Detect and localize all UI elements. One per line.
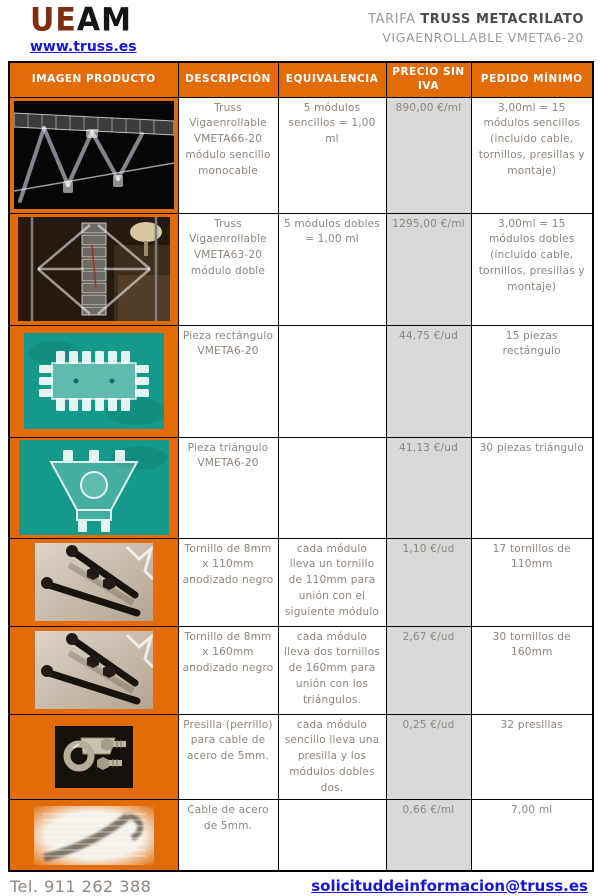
cell-equivalencia: 5 módulos dobles = 1,00 ml [278,213,386,325]
table-row [9,538,593,626]
col-header-pedido: PEDIDO MÍNIMO [471,62,593,97]
cell-descripcion: Tornillo de 8mm x 160mm anodizado negro [178,626,278,714]
triangle-piece-photo-graphic [19,440,169,535]
cell-descripcion: Presilla (perrillo) para cable de acero de 5mm. [178,714,278,800]
footer-phone: Tel. 911 262 388 [10,876,152,896]
cell-descripcion: Cable de acero de 5mm. [178,800,278,871]
cell-descripcion: Tornillo de 8mm x 110mm anodizado negro [178,538,278,626]
cell-image [9,714,178,800]
product-photo-double-module [10,217,178,321]
black-screws-photo-graphic [35,631,153,709]
brand-block [30,1,137,55]
cell-equivalencia [278,325,386,437]
table-row [9,437,593,538]
cell-precio: 44,75 €/ud [386,325,471,437]
cell-equivalencia [278,437,386,538]
document-title-block [368,6,588,45]
cell-precio: 1295,00 €/ml [386,213,471,325]
cell-pedido: 17 tornillos de 110mm [471,538,593,626]
rectangle-piece-photo-graphic [24,333,164,429]
price-table [8,61,594,872]
cell-image [9,325,178,437]
cell-precio: 890,00 €/ml [386,97,471,213]
col-header-equivalencia: EQUIVALENCIA [278,62,386,97]
black-screws-photo-graphic [35,543,153,621]
cell-precio: 0,25 €/ud [386,714,471,800]
cell-image [9,538,178,626]
table-header-row [9,62,593,97]
cell-descripcion: Truss Vigaenrollable VMETA66-20 módulo sencillo monocable [178,97,278,213]
document-subtitle: VIGAENROLLABLE VMETA6-20 [382,30,584,45]
col-header-imagen: IMAGEN PRODUCTO [9,62,178,97]
table-row [9,800,593,871]
acrylic-truss-photo-graphic [14,101,174,209]
table-row [9,714,593,800]
col-header-precio: PRECIO SIN IVA [386,62,471,97]
acrylic-diamond-photo-graphic [18,217,170,321]
cell-equivalencia: cada módulo lleva dos tornillos de 160mm para unión con los triángulos. [278,626,386,714]
cell-pedido: 3,00ml = 15 módulos sencillos (incluido cable, tornillos, presillas y montaje) [471,97,593,213]
steel-cable-photo-graphic [34,806,154,865]
cell-descripcion: Pieza rectángulo VMETA6-20 [178,325,278,437]
wire-clip-photo-graphic [55,726,133,788]
cell-pedido: 30 piezas triángulo [471,437,593,538]
product-photo-screw-110 [10,543,178,621]
table-row [9,97,593,213]
cell-pedido: 7,00 ml [471,800,593,871]
col-header-descripcion: DESCRIPCIÓN [178,62,278,97]
cell-equivalencia: 5 módulos sencillos = 1,00 ml [278,97,386,213]
logo-text-right: AM [76,1,132,40]
cell-image [9,213,178,325]
product-photo-clip [10,726,178,788]
cell-pedido: 30 tornillos de 160mm [471,626,593,714]
table-row [9,626,593,714]
product-photo-triangle-piece [10,440,178,535]
page-header [0,0,600,57]
title-prefix: TARIFA [368,12,416,27]
cell-descripcion: Pieza triángulo VMETA6-20 [178,437,278,538]
veam-logo [30,1,137,40]
cell-pedido: 3,00ml = 15 módulos dobles (incluido cable, tornillos, presillas y montaje) [471,213,593,325]
title-main: TRUSS METACRILATO [420,12,584,27]
product-photo-cable [10,806,178,865]
product-photo-single-module [10,101,178,209]
cell-image [9,437,178,538]
table-row [9,325,593,437]
cell-equivalencia: cada módulo lleva un tornillo de 110mm para unión con el siguiente módulo [278,538,386,626]
cell-precio: 2,67 €/ud [386,626,471,714]
cell-image [9,800,178,871]
footer-email-link[interactable]: solicituddeinformacion@truss.es [311,876,588,895]
cell-equivalencia [278,800,386,871]
cell-pedido: 15 piezas rectángulo [471,325,593,437]
product-photo-rectangle-piece [10,333,178,429]
website-link[interactable]: www.truss.es [30,39,137,55]
cell-equivalencia: cada módulo sencillo lleva una presilla y los módulos dobles dos. [278,714,386,800]
page-footer [0,872,600,896]
logo-text-left: UE [30,1,77,40]
cell-precio: 41,13 €/ud [386,437,471,538]
document-title [368,12,584,27]
cell-image [9,626,178,714]
cell-pedido: 32 presillas [471,714,593,800]
cell-image [9,97,178,213]
cell-precio: 1,10 €/ud [386,538,471,626]
cell-precio: 0,66 €/ml [386,800,471,871]
product-photo-screw-160 [10,631,178,709]
table-row [9,213,593,325]
cell-descripcion: Truss Vigaenrollable VMETA63-20 módulo doble [178,213,278,325]
